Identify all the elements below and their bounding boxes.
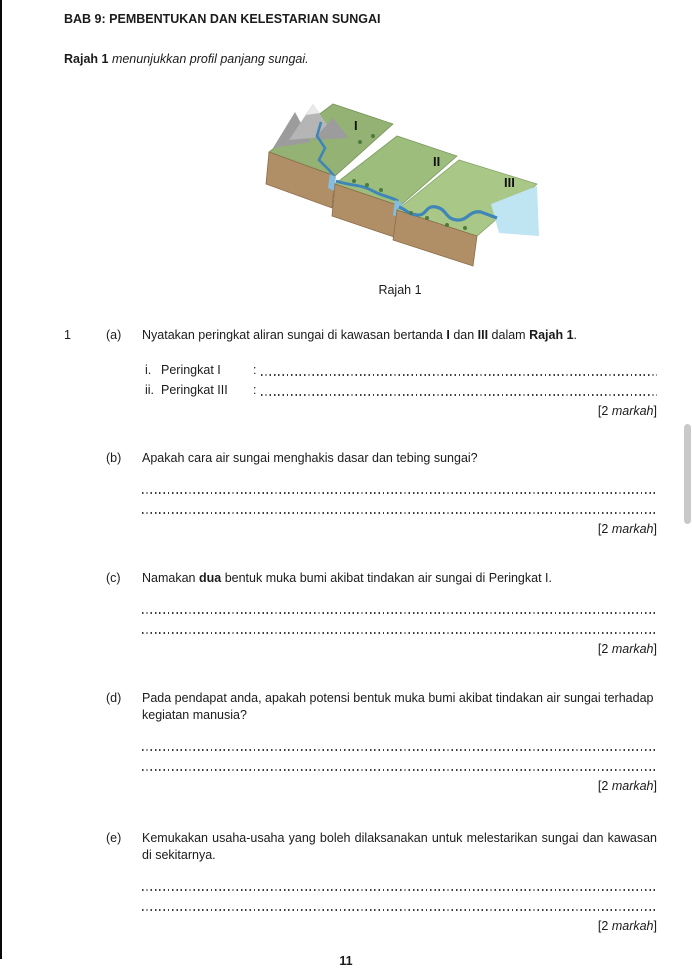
text-run: bentuk muka bumi akibat tindakan air sungai di Peringkat I. <box>221 571 552 585</box>
marks-prefix: [2 <box>597 779 612 793</box>
marks-label <box>142 641 657 658</box>
answer-line <box>261 383 657 399</box>
marks-suffix: ] <box>653 919 657 933</box>
figure-label-lower: III <box>504 175 515 190</box>
marks-label <box>142 403 657 420</box>
answer-line <box>142 734 657 754</box>
question-number: 1 <box>64 328 71 342</box>
marks-prefix: [2 <box>597 522 612 536</box>
page-left-edge <box>0 0 2 959</box>
text-run: Pada pendapat anda, apakah potensi bentuk muka bumi akibat tindakan air sungai terhadap kegiatan manusia? <box>142 691 654 722</box>
bold-run: Rajah 1 <box>529 328 574 342</box>
figure-caption: Rajah 1 <box>378 283 422 297</box>
sub-item-label: Peringkat III <box>161 383 228 397</box>
marks-word: markah <box>611 779 654 793</box>
marks-prefix: [2 <box>597 642 612 656</box>
sub-item-i <box>142 359 657 379</box>
marks-suffix: ] <box>653 522 657 536</box>
text-run: Nyatakan peringkat aliran sungai di kawasan bertanda <box>142 328 447 342</box>
question-part-b <box>64 450 657 538</box>
part-c-label: (c) <box>106 571 121 585</box>
text-run: Namakan <box>142 571 199 585</box>
part-b-text <box>142 450 657 538</box>
part-a-label: (a) <box>106 328 122 342</box>
scrollbar-thumb[interactable] <box>684 424 691 524</box>
text-run: . <box>573 328 578 342</box>
part-d-text <box>142 690 657 795</box>
river-profile-diagram <box>255 94 545 271</box>
bold-run: dua <box>198 571 222 585</box>
answer-line <box>261 363 657 379</box>
text-run: Kemukakan usaha-usaha yang boleh dilaksanakan untuk melestarikan sungai dan kawasan di sekitarnya. <box>142 831 657 862</box>
page-number: 11 <box>339 954 353 968</box>
bold-run: I <box>446 328 450 342</box>
marks-prefix: [2 <box>597 919 612 933</box>
part-a-text <box>142 327 657 420</box>
marks-word: markah <box>611 919 654 933</box>
marks-prefix: [2 <box>597 404 612 418</box>
part-d-label: (d) <box>106 691 122 705</box>
marks-word: markah <box>611 404 654 418</box>
question-part-c <box>64 570 657 658</box>
chapter-title: BAB 9: PEMBENTUKAN DAN KELESTARIAN SUNGAI <box>64 12 381 26</box>
marks-suffix: ] <box>653 642 657 656</box>
sub-item-ii <box>142 379 657 399</box>
marks-word: markah <box>611 522 654 536</box>
marks-label <box>142 778 657 795</box>
intro-italic-run: menunjukkan profil panjang sungai. <box>108 52 309 66</box>
sub-item-numeral: i. <box>145 363 152 377</box>
question-part-e <box>64 830 657 935</box>
answer-line <box>142 477 657 497</box>
intro-bold-run: Rajah 1 <box>64 52 109 66</box>
answer-line <box>142 874 657 894</box>
part-e-label: (e) <box>106 831 122 845</box>
answer-line <box>142 617 657 637</box>
part-e-text <box>142 830 657 935</box>
figure-intro <box>64 51 657 68</box>
text-run: dalam <box>488 328 530 342</box>
sub-item-label: Peringkat I <box>161 363 221 377</box>
sub-item-colon: : <box>253 383 257 397</box>
answer-line <box>142 754 657 774</box>
figure-label-upper: I <box>354 118 358 133</box>
marks-word: markah <box>611 642 654 656</box>
marks-label <box>142 521 657 538</box>
answer-line <box>142 597 657 617</box>
text-run: Apakah cara air sungai menghakis dasar dan tebing sungai? <box>142 451 478 465</box>
part-b-label: (b) <box>106 451 122 465</box>
question-part-d <box>64 690 657 795</box>
answer-line <box>142 497 657 517</box>
sub-item-colon: : <box>253 363 257 377</box>
river-profile-figure <box>255 94 545 276</box>
question-part-a <box>64 327 657 420</box>
text-run: dan <box>449 328 478 342</box>
bold-run: III <box>477 328 489 342</box>
answer-line <box>142 894 657 914</box>
marks-label <box>142 918 657 935</box>
part-c-text <box>142 570 657 658</box>
sub-item-numeral: ii. <box>145 383 155 397</box>
marks-suffix: ] <box>653 779 657 793</box>
figure-label-middle: II <box>433 154 441 169</box>
marks-suffix: ] <box>653 404 657 418</box>
